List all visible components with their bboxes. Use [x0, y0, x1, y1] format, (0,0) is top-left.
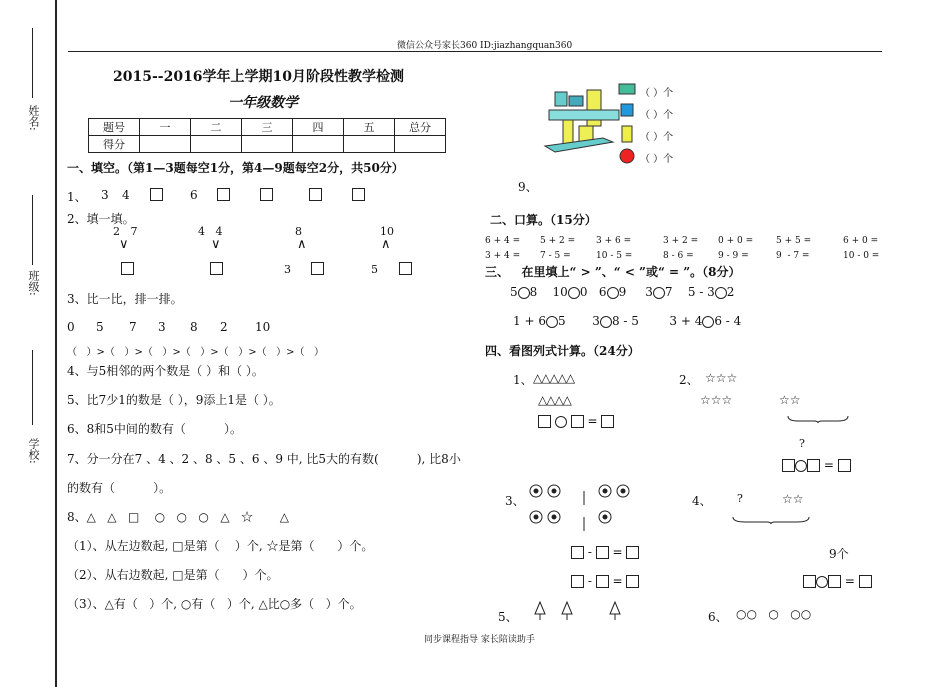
total-label: 9个 — [829, 547, 849, 561]
binding-line — [55, 0, 57, 687]
oral-item: 6 + 4 = — [485, 236, 521, 246]
compare-operand: 5 — [557, 314, 566, 328]
name-label: 姓名: — [27, 105, 40, 131]
score-cell[interactable] — [395, 136, 446, 153]
compare-operand: 3 — [645, 285, 653, 299]
equation-3a — [571, 545, 639, 559]
oral-item: 3 + 2 = — [663, 236, 699, 246]
compare-operand: 10 — [552, 285, 568, 299]
picture5-label: 5、 — [498, 610, 518, 624]
answer-box[interactable] — [571, 575, 584, 588]
oral-item: 5 + 2 = — [540, 236, 576, 246]
compare-circle[interactable] — [600, 316, 612, 328]
flowers-picture — [527, 483, 637, 531]
answer-box[interactable] — [859, 575, 872, 588]
equals-sign: = — [823, 458, 834, 472]
equals-sign: = — [587, 414, 598, 428]
section4-heading: 四、看图列式计算。（24分） — [485, 344, 640, 358]
oral-item: 7 - 5 = — [540, 251, 571, 261]
q2-bottom-num: 3 — [284, 263, 291, 276]
answer-box[interactable] — [210, 262, 223, 275]
equation-1 — [538, 414, 614, 428]
compare-circle[interactable] — [715, 287, 727, 299]
picture1-label: 1、 — [513, 373, 533, 387]
answer-box[interactable] — [150, 188, 163, 201]
compare-operand: 6 - 4 — [714, 314, 742, 328]
name-blank-line — [32, 28, 33, 98]
class-label: 班级: — [27, 270, 40, 296]
page-title: 2015--2016学年上学期10月阶段性教学检测 — [113, 69, 405, 85]
answer-box[interactable] — [571, 415, 584, 428]
question-mark: ? — [799, 437, 805, 450]
shape-count: （ ）个 — [640, 88, 674, 99]
score-cell[interactable] — [140, 136, 191, 153]
oral-item: 6 + 0 = — [843, 236, 879, 246]
q3-num: 10 — [255, 320, 271, 334]
q2-top: 2 7 — [113, 225, 138, 238]
section1-heading: 一、填空。（第1—3题每空1分，第4—9题每空2分，共50分） — [67, 161, 404, 175]
compare-operand: 3 + 4 — [669, 314, 703, 328]
q2-split-mark: ∧ — [297, 237, 307, 252]
answer-box[interactable] — [571, 546, 584, 559]
q8-2-text: （2）、从右边数起, □是第（ ）个。 — [67, 568, 279, 582]
compare-operand: 5 - 3 — [687, 285, 715, 299]
triangles-row-1: △△△△△ — [533, 371, 575, 385]
operator-circle[interactable] — [795, 460, 807, 472]
table-cell: 五 — [344, 119, 395, 136]
score-cell[interactable] — [191, 136, 242, 153]
q4-text: 4、与5相邻的两个数是（ ）和（ ）。 — [67, 364, 264, 378]
answer-box[interactable] — [596, 575, 609, 588]
compare-operand: 9 — [618, 285, 627, 299]
operator-circle[interactable] — [555, 416, 567, 428]
section3-heading: 三、 在里填上“ > ”、“ < ”或“ = ”。（8分） — [485, 265, 741, 279]
equals-sign: = — [844, 574, 855, 588]
compare-operand: 5 — [510, 285, 518, 299]
oral-item: 3 + 6 = — [596, 236, 632, 246]
q6-text: 6、8和5中间的数有（ ）。 — [67, 422, 243, 436]
class-blank-line — [32, 195, 33, 265]
picture2-label: 2、 — [679, 373, 699, 387]
score-cell[interactable] — [344, 136, 395, 153]
answer-box[interactable] — [782, 459, 795, 472]
watermark-text: 微信公众号家长360 ID:jiazhangquan360 — [397, 41, 573, 51]
table-row — [89, 136, 446, 153]
compare-row-2 — [513, 314, 741, 328]
header-rule — [68, 51, 882, 52]
answer-box[interactable] — [217, 188, 230, 201]
table-cell: 得分 — [89, 136, 140, 153]
compare-circle[interactable] — [568, 287, 580, 299]
compare-operand: 2 — [726, 285, 735, 299]
brace-icon — [731, 515, 811, 525]
answer-box[interactable] — [601, 415, 614, 428]
table-cell: 一 — [140, 119, 191, 136]
question-mark: ? — [737, 492, 743, 505]
compare-operand: 6 — [598, 285, 607, 299]
q2-top: 10 — [380, 225, 394, 238]
picture6-label: 6、 — [708, 610, 728, 624]
oral-item: 0 + 0 = — [718, 236, 754, 246]
compare-operand: 1 + 6 — [513, 314, 546, 328]
table-cell: 三 — [242, 119, 293, 136]
q8-1-text: （1）、从左边数起, □是第（ ）个, ☆是第（ ）个。 — [67, 539, 374, 553]
answer-box[interactable] — [309, 188, 322, 201]
q2-split-mark: ∧ — [381, 237, 391, 252]
compare-operand: 3 — [592, 314, 600, 328]
equation-2 — [782, 458, 851, 472]
school-label: 学校: — [27, 438, 40, 464]
answer-box[interactable] — [311, 262, 324, 275]
oral-item: 9 - 7 = — [776, 251, 810, 261]
brace-icon — [786, 414, 850, 424]
shape-legend-icons — [617, 82, 637, 166]
equals-sign: = — [612, 545, 623, 559]
compare-circle[interactable] — [518, 287, 530, 299]
equals-sign: = — [612, 574, 623, 588]
answer-box[interactable] — [807, 459, 820, 472]
q2-label: 2、填一填。 — [67, 212, 135, 226]
compare-circle[interactable] — [653, 287, 665, 299]
answer-box[interactable] — [538, 415, 551, 428]
table-row — [89, 119, 446, 136]
q5-text: 5、比7少1的数是（ ），9添上1是（ ）。 — [67, 393, 281, 407]
q2-bottom-num: 5 — [371, 263, 378, 276]
q9-label: 9、 — [518, 180, 538, 194]
answer-box[interactable] — [828, 575, 841, 588]
q1-num: 4 — [122, 188, 130, 202]
q7-text: 7、分一分在7 、4 、2 、8 、5 、6 、9 中, 比5大的有数( ), 比8小 — [67, 452, 461, 466]
oral-item: 5 + 5 = — [776, 236, 812, 246]
triangles-row-2: △△△△ — [538, 393, 571, 407]
compare-row-1 — [510, 285, 734, 299]
q2-split-mark: ∨ — [119, 237, 129, 252]
school-blank-line — [32, 350, 33, 425]
operator-circle[interactable] — [816, 576, 828, 588]
stars-row-2a: ☆☆☆ — [700, 393, 733, 407]
circles-picture: ○○ ○ ○○ — [736, 607, 812, 621]
shape-count: （ ）个 — [640, 132, 674, 143]
q3-num: 5 — [96, 320, 104, 334]
q7-text-cont: 的数有（ ）。 — [67, 481, 172, 495]
q1-label: 1、 — [67, 190, 87, 204]
q8-3-text: （3）、△有（ ）个, ○有（ ）个, △比○多（ ）个。 — [67, 597, 362, 611]
answer-box[interactable] — [260, 188, 273, 201]
oral-item: 3 + 4 = — [485, 251, 521, 261]
table-cell: 题号 — [89, 119, 140, 136]
compare-operand: 8 - 5 — [611, 314, 639, 328]
q3-text: 3、比一比，排一排。 — [67, 292, 183, 306]
q1-num: 3 — [101, 188, 109, 202]
score-table — [88, 118, 446, 153]
answer-box[interactable] — [596, 546, 609, 559]
shape-count: （ ）个 — [640, 154, 674, 165]
q3-num: 2 — [220, 320, 228, 334]
score-cell[interactable] — [293, 136, 344, 153]
compare-circle[interactable] — [546, 316, 558, 328]
stacked-blocks-image — [543, 82, 623, 162]
stars-row-2b: ☆☆ — [779, 393, 801, 407]
q8-text: 8、△ △ □ ○ ○ ○ △ ☆ △ — [67, 510, 289, 524]
picture4-label: 4、 — [692, 494, 712, 508]
answer-box[interactable] — [352, 188, 365, 201]
answer-box[interactable] — [399, 262, 412, 275]
answer-box[interactable] — [803, 575, 816, 588]
equation-3b — [571, 574, 639, 588]
compare-operand: 0 — [579, 285, 588, 299]
q1-num: 6 — [190, 188, 198, 202]
oral-item: 10 - 0 = — [843, 251, 880, 261]
answer-box[interactable] — [838, 459, 851, 472]
compare-operand: 7 — [664, 285, 673, 299]
answer-box[interactable] — [626, 546, 639, 559]
table-cell: 四 — [293, 119, 344, 136]
q2-top: 8 — [295, 225, 302, 238]
equation-4 — [803, 574, 872, 588]
oral-item: 9 - 9 = — [718, 251, 749, 261]
section2-heading: 二、口算。（15分） — [490, 213, 597, 227]
score-cell[interactable] — [242, 136, 293, 153]
oral-item: 10 - 5 = — [596, 251, 633, 261]
q3-num: 7 — [129, 320, 137, 334]
answer-box[interactable] — [121, 262, 134, 275]
compare-operand: 8 — [529, 285, 538, 299]
q3-num: 0 — [67, 320, 75, 334]
trees-picture — [533, 600, 623, 622]
stars-row-1: ☆☆☆ — [705, 371, 738, 385]
q2-top: 4 4 — [198, 225, 223, 238]
minus-sign: - — [587, 545, 592, 559]
page-subtitle: 一年级数学 — [228, 95, 298, 111]
stars-group: ☆☆ — [782, 492, 804, 506]
q2-split-mark: ∨ — [211, 237, 221, 252]
q3-num: 3 — [158, 320, 166, 334]
compare-circle[interactable] — [702, 316, 714, 328]
answer-box[interactable] — [626, 575, 639, 588]
q3-num: 8 — [190, 320, 198, 334]
picture3-label: 3、 — [505, 494, 525, 508]
table-cell: 二 — [191, 119, 242, 136]
table-cell: 总分 — [395, 119, 446, 136]
footer-text: 同步课程指导 家长陪读助手 — [424, 635, 535, 645]
minus-sign: - — [587, 574, 592, 588]
q3-order: （ ）>（ ）>（ ）>（ ）>（ ）>（ ）>（ ） — [67, 347, 325, 358]
oral-item: 8 - 6 = — [663, 251, 694, 261]
compare-circle[interactable] — [607, 287, 619, 299]
shape-count: （ ）个 — [640, 110, 674, 121]
